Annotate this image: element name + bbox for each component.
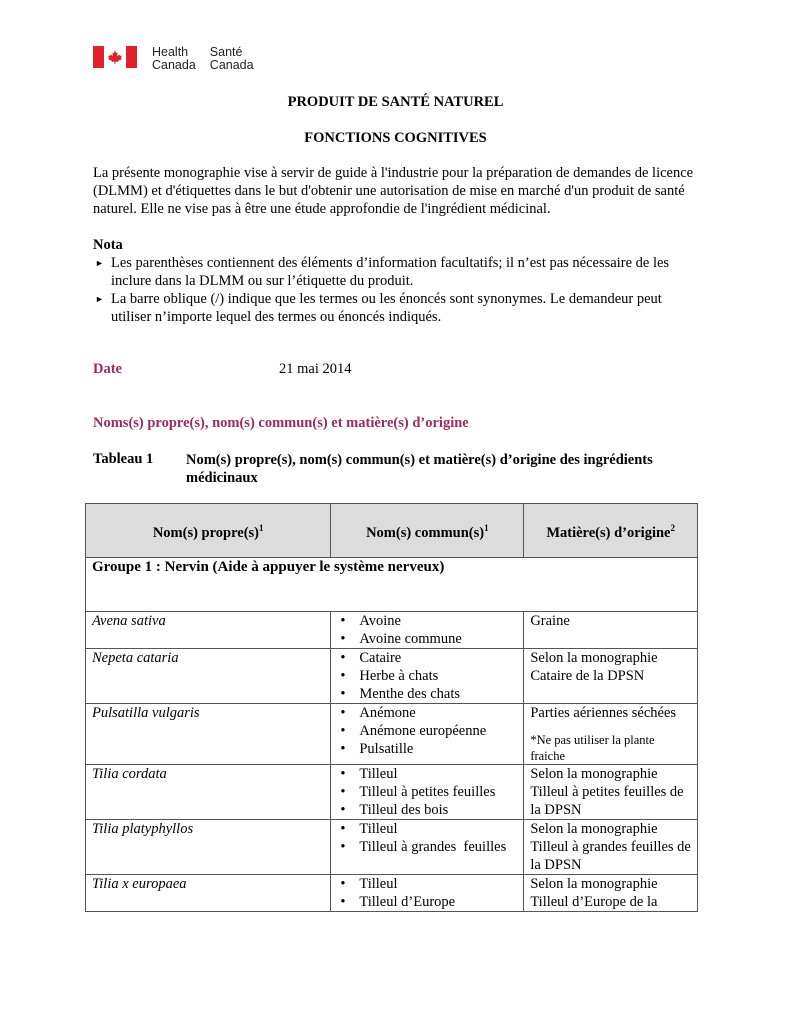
proper-name: Tilia cordata: [86, 765, 331, 820]
common-name-item: • Tilleul à petites feuilles: [337, 783, 517, 801]
source-note: *Ne pas utiliser la plante fraiche: [530, 733, 655, 763]
section-heading: Noms(s) propre(s), nom(s) commun(s) et matière(s) d’origine: [93, 415, 469, 431]
table-row: [86, 820, 698, 875]
ingredients-table: [85, 503, 698, 912]
common-name-item: • Pulsatille: [337, 740, 517, 758]
source-material: Selon la monographie Tilleul d’Europe de la: [524, 875, 698, 912]
common-name-item: • Herbe à chats: [337, 667, 517, 685]
common-name-item: • Tilleul: [337, 765, 517, 783]
nota-item: ► Les parenthèses contiennent des éléments d’information facultatifs; il n’est pas nécessaire de les inclure dans la DLMM ou sur l’étiquette du produit.: [95, 255, 670, 289]
common-names: [331, 704, 524, 765]
source-material: Graine: [524, 612, 698, 649]
nota-item: ► La barre oblique (/) indique que les termes ou les énoncés sont synonymes. Le demandeur peut utiliser n’importe lequel des termes ou énoncés indiqués.: [95, 291, 662, 325]
common-name-item: • Tilleul: [337, 820, 517, 838]
common-name-item: • Anémone: [337, 704, 517, 722]
source-text: Parties aériennes séchées: [530, 705, 677, 721]
triangle-bullet-icon: ►: [95, 294, 104, 304]
common-name-item: • Menthe des chats: [337, 685, 517, 703]
date-value: 21 mai 2014: [279, 361, 352, 377]
table-row: [86, 704, 698, 765]
table-row: [86, 649, 698, 704]
proper-name: Tilia platyphyllos: [86, 820, 331, 875]
source-material: Selon la monographie Cataire de la DPSN: [524, 649, 698, 704]
group-label: Groupe 1 : Nervin (Aide à appuyer le système nerveux): [86, 558, 698, 612]
common-name-item: • Tilleul à grandes feuilles: [337, 838, 517, 856]
health-canada-logo: [93, 46, 254, 72]
intro-paragraph: La présente monographie vise à servir de guide à l'industrie pour la préparation de demandes de licence (DLMM) et d'étiquettes dans le but d'obtenir une autorisation de mise en marché d'un produit de santé naturel. Elle ne vise pas à être une étude approfondie de l'ingrédient médicinal.: [93, 165, 694, 217]
table-row: [86, 765, 698, 820]
canada-flag-icon: [93, 46, 137, 68]
document-subtitle: FONCTIONS COGNITIVES: [304, 130, 487, 146]
header-common-name: Nom(s) $commun(s)^1$: [331, 504, 524, 558]
nota-section: [93, 236, 703, 326]
maple-leaf-icon: [107, 49, 123, 65]
nota-title: Nota: [93, 237, 123, 253]
common-names: [331, 765, 524, 820]
common-name-item: • Tilleul des bois: [337, 801, 517, 819]
header-proper-name: Nom(s) $propre(s)^1$: [86, 504, 331, 558]
common-name-item: • Tilleul d’Europe: [337, 893, 517, 911]
proper-name: Pulsatilla vulgaris: [86, 704, 331, 765]
table-caption-text: Nom(s) propre(s), nom(s) commun(s) et matière(s) d’origine des ingrédients médicinaux: [186, 452, 653, 486]
common-names: [331, 612, 524, 649]
source-material: Selon la monographie Tilleul à petites feuilles de la DPSN: [524, 765, 698, 820]
common-names: [331, 649, 524, 704]
proper-name: Avena sativa: [86, 612, 331, 649]
document-title: PRODUIT DE SANTÉ NATUREL: [287, 94, 504, 110]
common-names: [331, 820, 524, 875]
common-name-item: • Avoine commune: [337, 630, 517, 648]
table-header-row: [86, 504, 698, 558]
source-material: Selon la monographie Tilleul à grandes feuilles de la DPSN: [524, 820, 698, 875]
proper-name: Tilia x europaea: [86, 875, 331, 912]
common-name-item: • Avoine: [337, 612, 517, 630]
org-name-en: Health Canada: [152, 45, 196, 72]
triangle-bullet-icon: ►: [95, 258, 104, 268]
common-name-item: • Tilleul: [337, 875, 517, 893]
table-row: [86, 875, 698, 912]
nota-list: [93, 254, 703, 326]
table-row: [86, 612, 698, 649]
source-material: [524, 704, 698, 765]
group-row: [86, 558, 698, 612]
org-name-fr: Santé Canada: [209, 45, 254, 72]
common-name-item: • Cataire: [337, 649, 517, 667]
header-source-material: Matière(s) d’origine$^2$: [524, 504, 698, 558]
common-name-item: • Anémone européenne: [337, 722, 517, 740]
common-names: [331, 875, 524, 912]
proper-name: Nepeta cataria: [86, 649, 331, 704]
table-caption-label: Tableau 1: [93, 451, 154, 467]
date-label: Date: [93, 361, 122, 377]
